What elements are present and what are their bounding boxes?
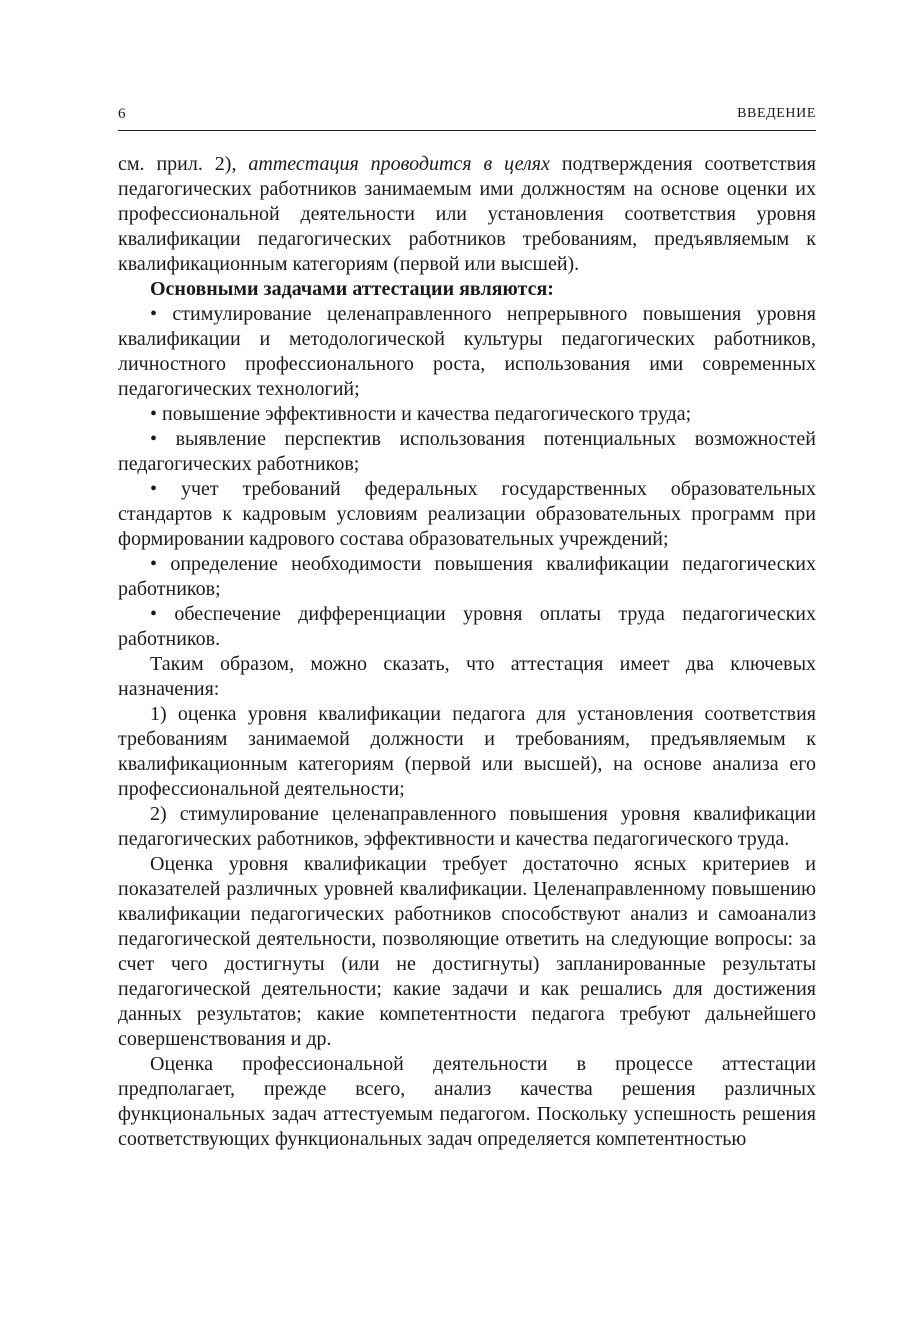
intro-paragraph (118, 152, 816, 277)
running-title: ВВЕДЕНИЕ (737, 106, 816, 121)
task-item: • определение необходимости повышения квалификации педагогических работников; (118, 553, 816, 600)
final-paragraph: Оценка профессиональной деятельности в процессе аттестации предполагает, прежде всего, анализ качества решения различных функциональных задач аттестуемым педагогом. Поскольку успешность решения соответствующих функциональных задач определяется компетентностью (118, 1053, 816, 1150)
purpose-item: 2) стимулирование целенаправленного повышения уровня квалификации педагогических работников, эффективности и качества педагогического труда. (118, 803, 816, 850)
page-number: 6 (118, 106, 126, 122)
intro-text-after: подтверждения соответствия педагогических работников занимаемым ими должностям на основе оценки их профессиональной деятельности или установления соответствия уровня квалификации педагогических работников требованиям, предъявляемым к квалификационным категориям (первой или высшей). (118, 153, 816, 275)
task-item: • учет требований федеральных государственных образовательных стандартов к кадровым условиям реализации образовательных программ при формировании кадрового состава образовательных учреждений; (118, 478, 816, 550)
page-body (118, 152, 816, 1152)
task-item: • обеспечение дифференциации уровня оплаты труда педагогических работников. (118, 603, 816, 650)
task-item: • повышение эффективности и качества педагогического труда; (150, 403, 692, 425)
purpose-item: 1) оценка уровня квалификации педагога для установления соответствия требованиям занимаемой должности и требованиям, предъявляемым к квалификационным категориям (первой или высшей), на основе анализа его профессиональной деятельности; (118, 703, 816, 800)
assessment-paragraph: Оценка уровня квалификации требует достаточно ясных критериев и показателей различных уровней квалификации. Целенаправленному повышению квалификации педагогических работников способствуют анализ и самоанализ педагогической деятельности, позволяющие ответить на следующие вопросы: за счет чего достигнуты (или не достигнуты) запланированные результаты педагогической деятельности; какие задачи и как решались для достижения данных результатов; какие компетентности педагога требуют дальнейшего совершенствования и др. (118, 853, 816, 1050)
intro-italic-phrase: аттестация проводится в целях (248, 153, 550, 175)
task-item: • стимулирование целенаправленного непрерывного повышения уровня квалификации и методологической культуры педагогических работников, личностного профессионального роста, использования ими современных педагогических технологий; (118, 303, 816, 400)
intro-text-before: см. прил. 2), (118, 153, 249, 175)
page-header (118, 104, 816, 131)
summary-paragraph: Таким образом, можно сказать, что аттестация имеет два ключевых назначения: (118, 653, 816, 700)
task-item: • выявление перспектив использования потенциальных возможностей педагогических работников; (118, 428, 816, 475)
tasks-heading: Основными задачами аттестации являются: (150, 278, 554, 300)
